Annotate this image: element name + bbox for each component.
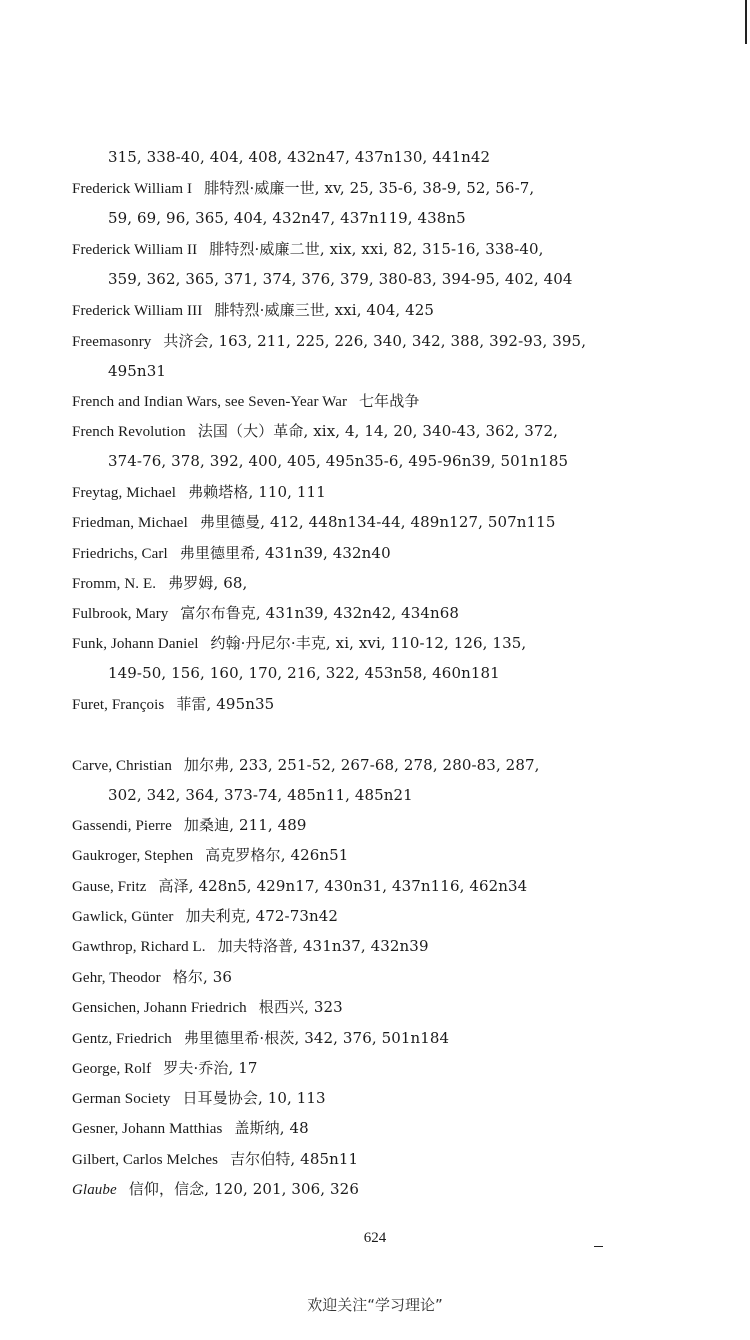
index-entry: Glaube 信仰，信念, 120, 201, 306, 326 — [72, 1180, 359, 1198]
entry-term: Carve, Christian — [72, 758, 172, 774]
entry-refs: 17 — [238, 1059, 258, 1077]
index-entry: Gawlick, Günter 加夫利克, 472-73n42 — [72, 907, 339, 925]
entry-term: French Revolution — [72, 424, 186, 440]
entry-term: French and Indian Wars, see Seven-Year War — [72, 394, 348, 410]
index-entry: Gentz, Friedrich 弗里德里希·根茨, 342, 376, 501n184 — [72, 1029, 450, 1047]
entry-chinese: 加尔弗 — [183, 756, 230, 774]
entry-chinese: 富尔布鲁克 — [180, 604, 256, 622]
index-entry: German Society 日耳曼协会, 10, 113 — [72, 1089, 326, 1107]
entry-refs: 342, 376, 501n184 — [304, 1029, 450, 1047]
entry-refs: xix, 4, 14, 20, 340-43, 362, 372, — [313, 422, 558, 440]
entry-refs: 472-73n42 — [255, 907, 339, 925]
index-entry: Frederick William I 腓特烈·威廉一世, xv, 25, 35-6, 38-9, 52, 56-7, — [72, 179, 535, 197]
scan-edge-mark — [745, 0, 747, 44]
entry-chinese: 盖斯纳 — [234, 1119, 280, 1137]
index-entry: Fulbrook, Mary 富尔布鲁克, 431n39, 432n42, 434n68 — [72, 604, 460, 622]
index-entry: Gawthrop, Richard L. 加夫特洛普, 431n37, 432n39 — [72, 937, 429, 955]
page-number: 624 — [363, 1230, 387, 1246]
entry-term: Funk, Johann Daniel — [72, 636, 199, 652]
index-entry-continuation — [108, 780, 698, 810]
entry-refs: xix, xxi, 82, 315-16, 338-40, — [329, 240, 544, 258]
index-entry: Gensichen, Johann Friedrich 根西兴, 323 — [72, 998, 343, 1016]
index-entry-continuation — [108, 264, 698, 294]
entry-chinese: 弗里德曼 — [199, 513, 261, 531]
index-entry: Frederick William III 腓特烈·威廉三世, xxi, 404, 425 — [72, 301, 435, 319]
entry-chinese: 七年战争 — [359, 392, 420, 410]
entry-term: Gehr, Theodor — [72, 970, 161, 986]
entry-refs: xv, 25, 35-6, 38-9, 52, 56-7, — [324, 179, 535, 197]
entry-refs: 59, 69, 96, 365, 404, 432n47, 437n119, 438n5 — [108, 209, 466, 227]
entry-term: Gawlick, Günter — [72, 909, 174, 925]
index-entry: Fromm, N. E. 弗罗姆, 68, — [72, 574, 248, 592]
entry-refs: 315, 338-40, 404, 408, 432n47, 437n130, 441n42 — [108, 148, 491, 166]
entry-refs: 36 — [212, 968, 232, 986]
index-entry-continuation — [108, 356, 698, 386]
entry-term: George, Rolf — [72, 1061, 152, 1077]
entry-refs: 68, — [223, 574, 248, 592]
entry-chinese: 吉尔伯特 — [230, 1150, 291, 1168]
entry-refs: 302, 342, 364, 373-74, 485n11, 485n21 — [108, 786, 413, 804]
entry-chinese: 信仰，信念 — [128, 1180, 205, 1198]
index-entry: Funk, Johann Daniel 约翰·丹尼尔·丰克, xi, xvi, 110-12, 126, 135, — [72, 634, 527, 652]
entry-refs: 485n11 — [300, 1150, 359, 1168]
entry-term: Gause, Fritz — [72, 879, 147, 895]
index-entry: Gesner, Johann Matthias 盖斯纳, 48 — [72, 1119, 309, 1137]
entry-term: Gilbert, Carlos Melches — [72, 1152, 219, 1168]
entry-refs: 431n37, 432n39 — [302, 937, 429, 955]
entry-chinese: 根西兴 — [258, 998, 305, 1016]
entry-chinese: 腓特烈·威廉一世 — [204, 179, 315, 197]
entry-term: Friedman, Michael — [72, 515, 188, 531]
entry-term: Frederick William III — [72, 303, 203, 319]
entry-term: Gaukroger, Stephen — [72, 848, 194, 864]
entry-term: Gentz, Friedrich — [72, 1031, 172, 1047]
entry-refs: 48 — [289, 1119, 309, 1137]
entry-refs: 163, 211, 225, 226, 340, 342, 388, 392-93, 395, — [218, 332, 587, 350]
entry-term: Freemasonry — [72, 334, 152, 350]
entry-chinese: 法国（大）革命 — [197, 422, 304, 440]
index-entry: Frederick William II 腓特烈·威廉二世, xix, xxi, 82, 315-16, 338-40, — [72, 240, 544, 258]
entry-refs: 149-50, 156, 160, 170, 216, 322, 453n58, 460n181 — [108, 664, 500, 682]
entry-chinese: 加夫特洛普 — [217, 937, 294, 955]
entry-chinese: 日耳曼协会 — [182, 1089, 258, 1107]
index-entry-continuation — [108, 658, 698, 688]
entry-term: Gawthrop, Richard L. — [72, 939, 206, 955]
entry-refs: 323 — [313, 998, 343, 1016]
entry-term: Fromm, N. E. — [72, 576, 157, 592]
index-entry: French Revolution 法国（大）革命, xix, 4, 14, 20, 340-43, 362, 372, — [72, 422, 558, 440]
entry-term: Gassendi, Pierre — [72, 818, 172, 834]
entry-refs: 359, 362, 365, 371, 374, 376, 379, 380-83, 394-95, 402, 404 — [108, 270, 573, 288]
index-entry: Carve, Christian 加尔弗, 233, 251-52, 267-68, 278, 280-83, 287, — [72, 756, 540, 774]
index-entry-continuation — [108, 203, 698, 233]
entry-refs: xxi, 404, 425 — [334, 301, 435, 319]
entry-refs: xi, xvi, 110-12, 126, 135, — [335, 634, 527, 652]
index-entry-continuation — [108, 142, 698, 172]
index-entry: Friedman, Michael 弗里德曼, 412, 448n134-44, 489n127, 507n115 — [72, 513, 556, 531]
entry-chinese: 腓特烈·威廉三世 — [214, 301, 325, 319]
entry-term: Gensichen, Johann Friedrich — [72, 1000, 247, 1016]
entry-refs: 211, 489 — [238, 816, 307, 834]
entry-refs: 110, 111 — [258, 483, 326, 501]
entry-refs: 374-76, 378, 392, 400, 405, 495n35-6, 495-96n39, 501n185 — [108, 452, 569, 470]
entry-term: Gesner, Johann Matthias — [72, 1121, 223, 1137]
entry-chinese: 共济会 — [163, 332, 209, 350]
entry-term: Frederick William I — [72, 181, 193, 197]
entry-chinese: 弗赖塔格 — [188, 483, 249, 501]
footer-watermark: 欢迎关注“学习理论” — [307, 1296, 443, 1314]
entry-term: Furet, François — [72, 697, 165, 713]
entry-refs: 431n39, 432n42, 434n68 — [265, 604, 460, 622]
entry-chinese: 高泽 — [158, 877, 189, 895]
entry-chinese: 弗罗姆 — [168, 574, 214, 592]
scan-mark — [594, 1246, 603, 1247]
entry-chinese: 罗夫·乔治 — [163, 1059, 229, 1077]
entry-term: German Society — [72, 1091, 171, 1107]
entry-chinese: 菲雷 — [176, 695, 207, 713]
entry-chinese: 弗里德里希 — [179, 544, 256, 562]
entry-chinese: 加桑迪 — [183, 816, 230, 834]
index-entry: Friedrichs, Carl 弗里德里希, 431n39, 432n40 — [72, 544, 391, 562]
index-entry: Freytag, Michael 弗赖塔格, 110, 111 — [72, 483, 326, 501]
index-entry: Freemasonry 共济会, 163, 211, 225, 226, 340, 342, 388, 392-93, 395, — [72, 332, 587, 350]
entry-refs: 10, 113 — [267, 1089, 326, 1107]
entry-chinese: 弗里德里希·根茨 — [183, 1029, 295, 1047]
entry-refs: 495n35 — [216, 695, 275, 713]
index-entry: Gassendi, Pierre 加桑迪, 211, 489 — [72, 816, 307, 834]
entry-refs: 233, 251-52, 267-68, 278, 280-83, 287, — [238, 756, 540, 774]
index-entry: George, Rolf 罗夫·乔治, 17 — [72, 1059, 258, 1077]
index-entry: Gehr, Theodor 格尔, 36 — [72, 968, 232, 986]
entry-term: Fulbrook, Mary — [72, 606, 169, 622]
entry-chinese: 腓特烈·威廉二世 — [209, 240, 320, 258]
entry-chinese: 高克罗格尔 — [205, 846, 281, 864]
entry-refs: 428n5, 429n17, 430n31, 437n116, 462n34 — [198, 877, 528, 895]
entry-refs: 120, 201, 306, 326 — [214, 1180, 359, 1198]
index-entry: Gaukroger, Stephen 高克罗格尔, 426n51 — [72, 846, 349, 864]
entry-refs: 426n51 — [290, 846, 349, 864]
index-entry: Gilbert, Carlos Melches 吉尔伯特, 485n11 — [72, 1150, 359, 1168]
index-entry — [72, 386, 692, 417]
entry-refs: 431n39, 432n40 — [265, 544, 391, 562]
entry-chinese: 格尔 — [172, 968, 203, 986]
entry-refs: 495n31 — [108, 362, 166, 380]
entry-chinese: 加夫利克 — [185, 907, 246, 925]
entry-term: Frederick William II — [72, 242, 198, 258]
index-entry-continuation — [108, 446, 698, 476]
entry-refs: 412, 448n134-44, 489n127, 507n115 — [270, 513, 556, 531]
entry-chinese: 约翰·丹尼尔·丰克 — [210, 634, 326, 652]
entry-term: Freytag, Michael — [72, 485, 177, 501]
index-entry: Gause, Fritz 高泽, 428n5, 429n17, 430n31, 437n116, 462n34 — [72, 877, 528, 895]
entry-term: Friedrichs, Carl — [72, 546, 168, 562]
index-entry: Furet, François 菲雷, 495n35 — [72, 695, 275, 713]
entry-term: Glaube — [72, 1182, 117, 1198]
